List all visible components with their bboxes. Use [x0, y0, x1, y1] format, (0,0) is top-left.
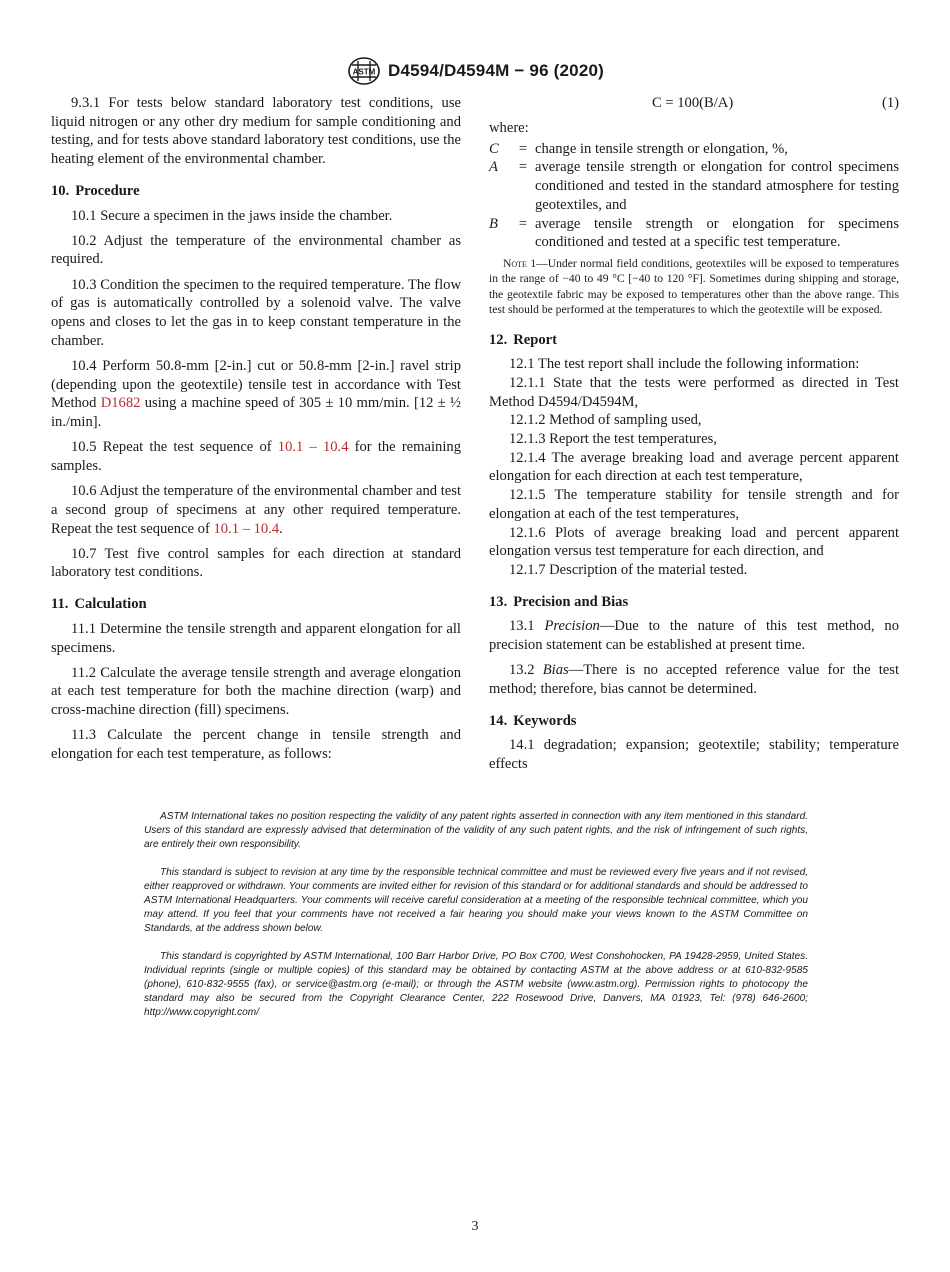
para-13-1: 13.1 Precision—Due to the nature of this test method, no precision statement can be established at present time.	[489, 618, 900, 654]
para-12-1-6: 12.1.6 Plots of average breaking load and percent apparent elongation versus test temperature for each direction, and	[489, 524, 899, 560]
para-10-4: 10.4 Perform 50.8-mm [2-in.] cut or 50.8-mm [2-in.] ravel strip (depending upon the geotextile) tensile test in accordance with Test Method D1682 using a machine speed of 305 ± 10 mm/min. [12 ± ½ in./min].	[51, 357, 461, 431]
variable-b: B = average tensile strength or elongation for specimens conditioned and tested at a specific test temperature.	[489, 215, 899, 251]
footer-revision-notice: This standard is subject to revision at any time by the responsible technical committee and must be reviewed every five years and if not revised, either reapproved or withdrawn. Your comments are invited either for revision of this standard or for additional standards and should be addressed to ASTM International Headquarters. Your comments will receive careful consideration at a meeting of the responsible technical committee, which you may attend. If you feel that your comments have not received a fair hearing you should make your views known to the ASTM Committee on Standards, at the address shown below.	[144, 867, 808, 934]
section-12-heading: 12. Report	[489, 331, 558, 348]
para-12-1-7: 12.1.7 Description of the material tested.	[509, 561, 748, 578]
section-10-heading: 10. Procedure	[51, 182, 140, 199]
right-column	[489, 94, 899, 780]
para-10-7: 10.7 Test five control samples for each direction at standard laboratory test conditions.	[51, 545, 461, 581]
section-14-heading: 14. Keywords	[489, 712, 577, 729]
para-9-3-1: 9.3.1 For tests below standard laboratory test conditions, use liquid nitrogen or any other dry medium for sample conditioning and testing, and for tests above standard laboratory test conditions, use the heating element of the environmental chamber.	[51, 95, 461, 168]
para-10-2: 10.2 Adjust the temperature of the environmental chamber as required.	[51, 232, 461, 268]
where-label: where:	[489, 120, 529, 136]
note-1: Note 1—Under normal field conditions, geotextiles will be exposed to temperatures in the range of −40 to 49 °C [−40 to 120 °F]. Sometimes during shipping and storage, the geotextile fabric may be exposed to temperatures other than the above range. This test should be performed at the temperatures to which the geotextile will be exposed.	[489, 256, 899, 317]
section-13-heading: 13. Precision and Bias	[489, 593, 629, 610]
para-14-1: 14.1 degradation; expansion; geotextile; stability; temperature effects	[489, 737, 899, 773]
equation-number: (1)	[881, 95, 899, 111]
page-number: 3	[471, 1219, 479, 1234]
link-10-1-10-4-second[interactable]: 10.1 – 10.4	[213, 520, 280, 537]
para-12-1-3: 12.1.3 Report the test temperatures,	[509, 431, 717, 448]
variable-c: C = change in tensile strength or elongation, %,	[489, 140, 788, 157]
equation-text: C = 100(B/A)	[652, 95, 734, 111]
para-11-1: 11.1 Determine the tensile strength and apparent elongation for all specimens.	[51, 620, 461, 656]
astm-logo	[346, 56, 382, 86]
left-column	[51, 94, 461, 770]
para-10-1: 10.1 Secure a specimen in the jaws inside the chamber.	[71, 207, 393, 224]
section-11-heading: 11. Calculation	[51, 596, 147, 613]
footer-patent-notice: ASTM International takes no position respecting the validity of any patent rights asserted in connection with any item mentioned in this standard. Users of this standard are expressly advised that determination of the validity of any such patent rights, and the risk of infringement of such rights, are entirely their own responsibility.	[144, 811, 808, 850]
footer-notices	[144, 810, 808, 1034]
para-12-1: 12.1 The test report shall include the following information:	[509, 356, 860, 373]
link-10-1-10-4[interactable]: 10.1 – 10.4	[277, 439, 349, 456]
para-11-3: 11.3 Calculate the percent change in tensile strength and elongation for each test temperature, as follows:	[51, 727, 461, 763]
footer-copyright-notice: This standard is copyrighted by ASTM International, 100 Barr Harbor Drive, PO Box C700, West Conshohocken, PA 19428-2959, United States. Individual reprints (single or multiple copies) of this standard may be obtained by contacting ASTM at the above address or at 610-832-9585 (phone), 610-832-9555 (fax), or service@astm.org (e-mail); or through the ASTM website (www.astm.org). Permission rights to photocopy the standard may also be secured from the Copyright Clearance Center, 222 Rosewood Drive, Danvers, MA 01923, Tel: (978) 646-2600; http://www.copyright.com/	[144, 951, 808, 1018]
page-header	[0, 56, 950, 91]
variable-a: A = average tensile strength or elongation for control specimens conditioned and tested in the standard atmosphere for testing geotextiles, and	[489, 159, 899, 213]
para-12-1-2: 12.1.2 Method of sampling used,	[509, 412, 702, 429]
para-13-2: 13.2 Bias—There is no accepted reference value for the test method; therefore, bias cannot be determined.	[489, 662, 900, 697]
link-d1682[interactable]: D1682	[100, 395, 141, 412]
equation-1	[489, 94, 899, 116]
para-11-2: 11.2 Calculate the average tensile strength and average elongation at each test temperature for both the machine direction (warp) and cross-machine direction (fill) specimens.	[51, 664, 461, 719]
para-12-1-5: 12.1.5 The temperature stability for tensile strength and for elongation at each of the test temperatures,	[489, 487, 899, 522]
para-10-3: 10.3 Condition the specimen to the required temperature. The flow of gas is automatically controlled by a solenoid valve. The valve opens and closes to let the gas in to keep constant temperature in the chamber.	[51, 276, 462, 349]
para-10-5: 10.5 Repeat the test sequence of 10.1 – 10.4 for the remaining samples.	[51, 439, 461, 474]
logo-text: ASTM	[352, 67, 376, 77]
para-12-1-4: 12.1.4 The average breaking load and average percent apparent elongation for each direction at each test temperature,	[489, 449, 899, 485]
para-10-6: 10.6 Adjust the temperature of the environmental chamber and test a second group of specimens at any other required temperature. Repeat the test sequence of 10.1 – 10.4.	[51, 483, 461, 537]
para-12-1-1: 12.1.1 State that the tests were performed as directed in Test Method D4594/D4594M,	[489, 374, 899, 410]
designation: D4594/D4594M − 96 (2020)	[387, 61, 605, 80]
